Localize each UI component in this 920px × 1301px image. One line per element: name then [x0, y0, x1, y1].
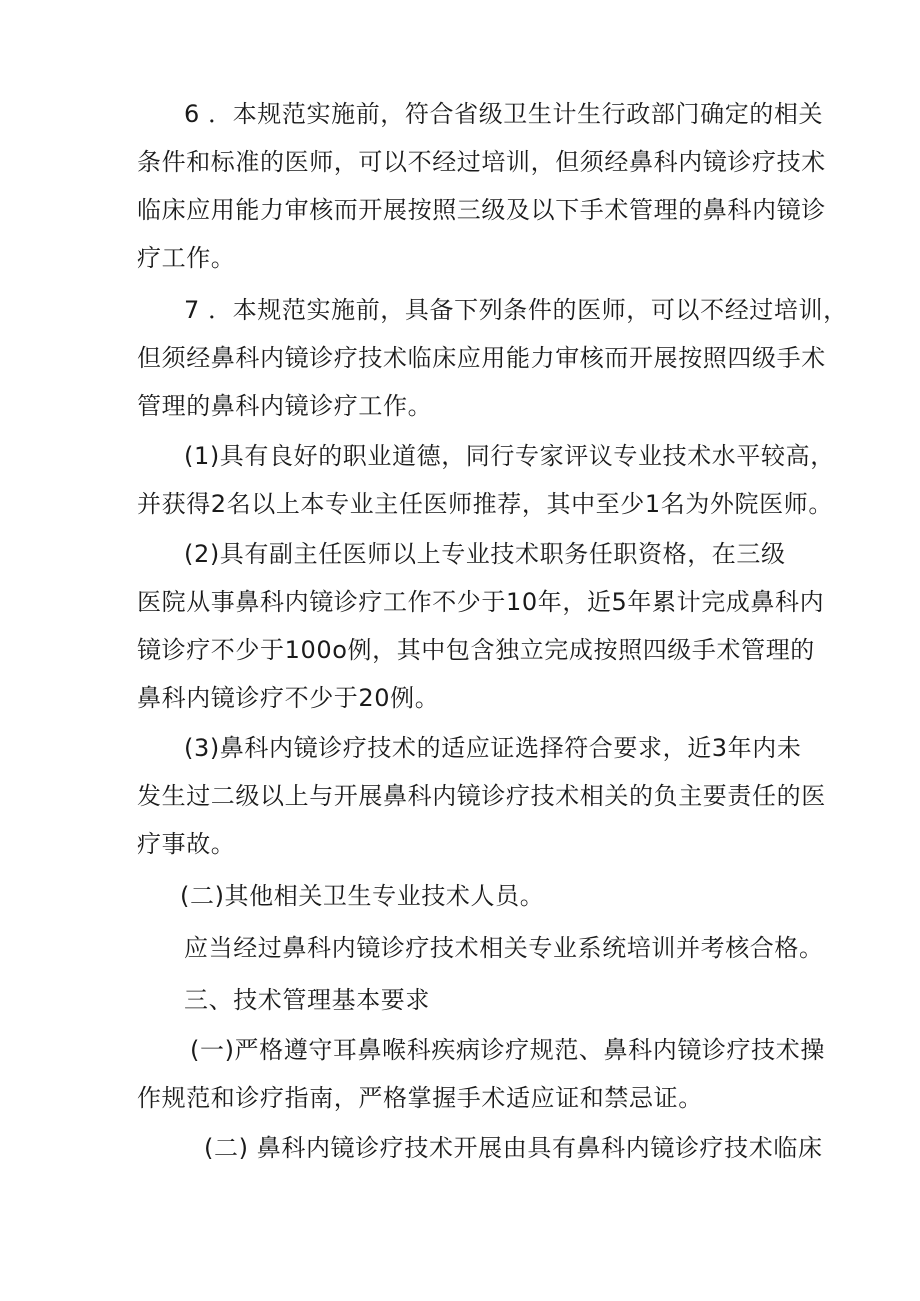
req-1-line-1: (一)严格遵守耳鼻喉科疾病诊疗规范、鼻科内镜诊疗技术操: [190, 1036, 825, 1064]
condition-1-line-2: 并获得2名以上本专业主任医师推荐，其中至少1名为外院医师。: [137, 490, 833, 518]
section-other-staff-heading: (二)其他相关卫生专业技术人员。: [180, 882, 545, 910]
item-6-line-2: 条件和标准的医师，可以不经过培训，但须经鼻科内镜诊疗技术: [137, 148, 826, 176]
item-7-line-2: 但须经鼻科内镜诊疗技术临床应用能力审核而开展按照四级手术: [137, 344, 826, 372]
condition-3-line-2: 发生过二级以上与开展鼻科内镜诊疗技术相关的负主要责任的医: [137, 782, 826, 810]
req-2-line-1: (二) 鼻科内镜诊疗技术开展由具有鼻科内镜诊疗技术临床: [204, 1134, 823, 1162]
item-7-line-3: 管理的鼻科内镜诊疗工作。: [137, 392, 433, 420]
item-6-line-3: 临床应用能力审核而开展按照三级及以下手术管理的鼻科内镜诊: [137, 196, 826, 224]
section-3-heading: 三、技术管理基本要求: [184, 986, 430, 1014]
item-6-line-4: 疗工作。: [137, 244, 236, 272]
condition-2-line-3: 镜诊疗不少于100o例，其中包含独立完成按照四级手术管理的: [137, 636, 815, 664]
req-1-line-2: 作规范和诊疗指南，严格掌握手术适应证和禁忌证。: [137, 1084, 703, 1112]
condition-1-line-1: (1)具有良好的职业道德，同行专家评议专业技术水平较高，: [184, 442, 835, 470]
condition-2-line-4: 鼻科内镜诊疗不少于20例。: [137, 684, 440, 712]
condition-3-line-3: 疗事故。: [137, 830, 236, 858]
item-7-line-1: 7 ．本规范实施前，具备下列条件的医师，可以不经过培训，: [184, 296, 848, 324]
item-6-line-1: 6 ．本规范实施前，符合省级卫生计生行政部门确定的相关: [184, 100, 824, 128]
condition-2-line-1: (2)具有副主任医师以上专业技术职务任职资格，在三级: [184, 540, 786, 568]
condition-3-line-1: (3)鼻科内镜诊疗技术的适应证选择符合要求，近3年内未: [184, 734, 802, 762]
other-staff-text: 应当经过鼻科内镜诊疗技术相关专业系统培训并考核合格。: [184, 934, 824, 962]
condition-2-line-2: 医院从事鼻科内镜诊疗工作不少于10年，近5年累计完成鼻科内: [137, 588, 825, 616]
